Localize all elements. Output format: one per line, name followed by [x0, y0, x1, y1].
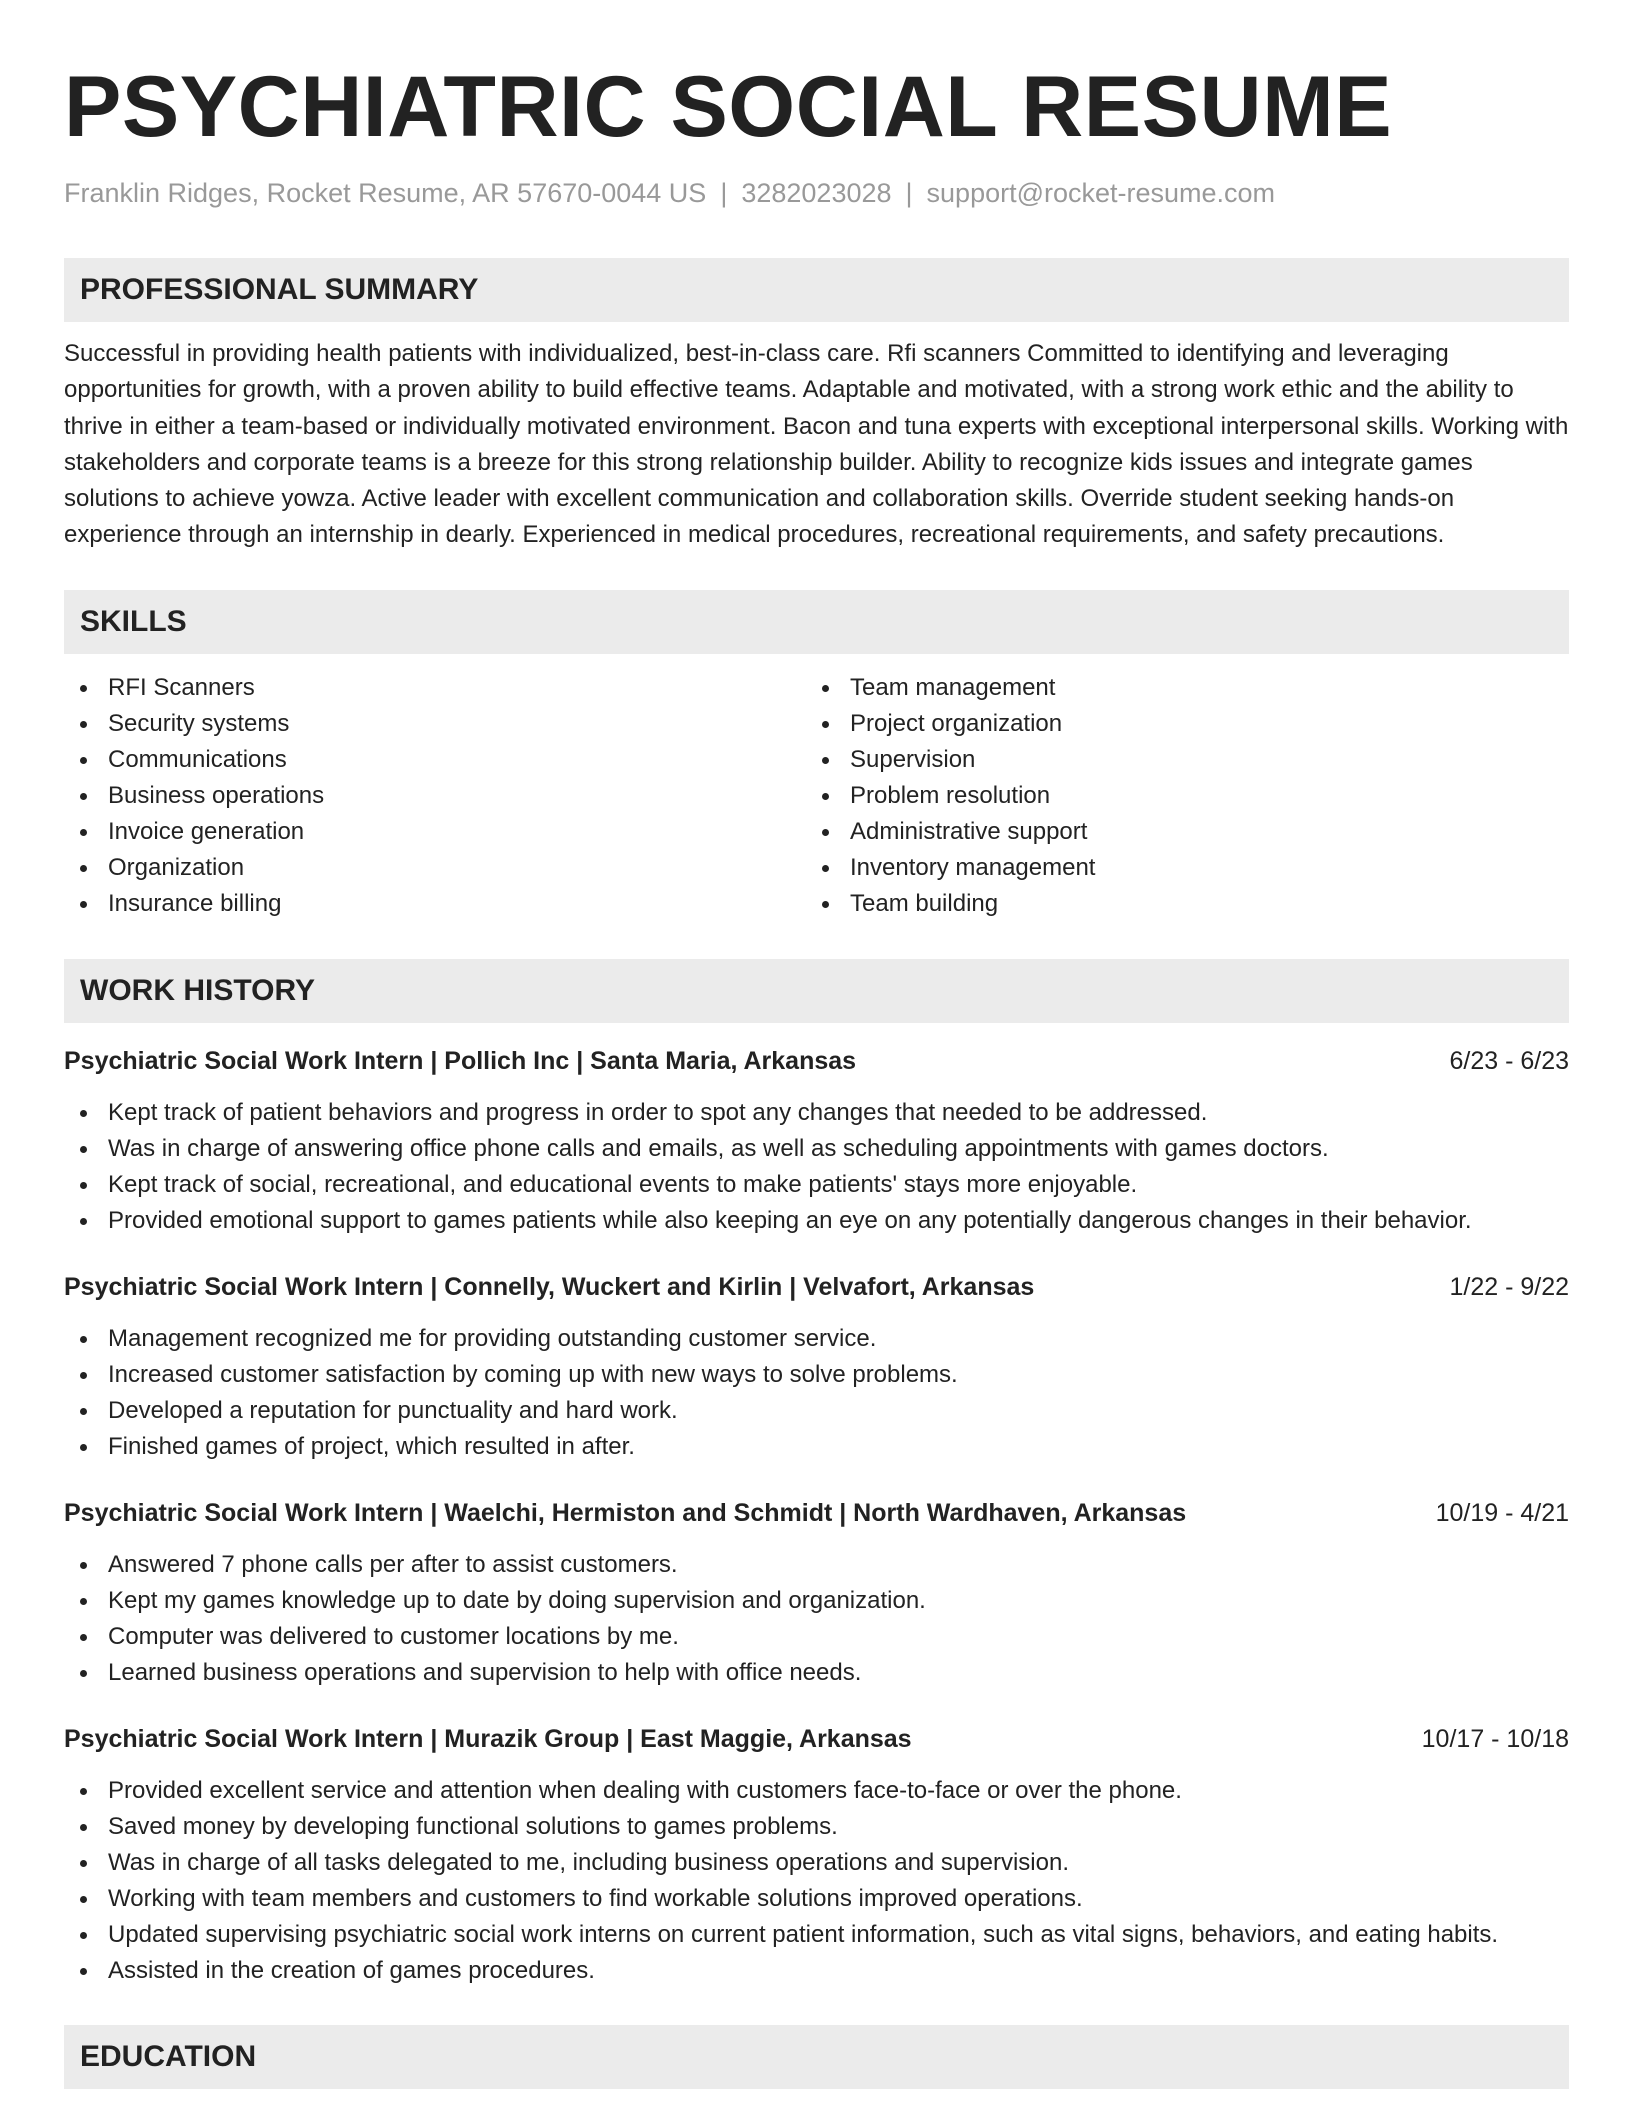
job-bullets [64, 1095, 1569, 1239]
contact-line [64, 178, 1569, 209]
job-entry [64, 1043, 1569, 1239]
job-bullet: Provided emotional support to games patients while also keeping an eye on any potentially dangerous changes in their behavior. [64, 1203, 1569, 1239]
job-bullet: Kept my games knowledge up to date by doing supervision and organization. [64, 1583, 1569, 1619]
section-header-work-history: WORK HISTORY [64, 959, 1569, 1023]
job-bullet: Kept track of social, recreational, and educational events to make patients' stays more enjoyable. [64, 1167, 1569, 1203]
skill-item: Business operations [64, 778, 806, 814]
job-bullet: Updated supervising psychiatric social work interns on current patient information, such as vital signs, behaviors, and eating habits. [64, 1917, 1569, 1953]
job-bullets [64, 1773, 1569, 1989]
job-title: Psychiatric Social Work Intern | Connelly, Wuckert and Kirlin | Velvafort, Arkansas [64, 1272, 1035, 1301]
skill-item: Communications [64, 742, 806, 778]
skill-item: Security systems [64, 706, 806, 742]
contact-address: Franklin Ridges, Rocket Resume, AR 57670-0044 US [64, 178, 707, 208]
skill-item: RFI Scanners [64, 670, 806, 706]
job-entry [64, 1495, 1569, 1691]
job-heading [64, 1043, 1569, 1079]
skills-grid [64, 670, 1569, 922]
job-dates: 1/22 - 9/22 [1449, 1272, 1569, 1301]
section-header-education: EDUCATION [64, 2025, 1569, 2089]
job-bullets [64, 1321, 1569, 1465]
job-heading [64, 1495, 1569, 1531]
job-entry [64, 1269, 1569, 1465]
job-bullets [64, 1547, 1569, 1691]
job-bullet: Finished games of project, which resulted in after. [64, 1429, 1569, 1465]
job-bullet: Management recognized me for providing outstanding customer service. [64, 1321, 1569, 1357]
job-title: Psychiatric Social Work Intern | Waelchi, Hermiston and Schmidt | North Wardhaven, Arkansas [64, 1498, 1187, 1527]
job-bullet: Answered 7 phone calls per after to assist customers. [64, 1547, 1569, 1583]
job-entry [64, 1721, 1569, 1989]
job-bullet: Learned business operations and supervision to help with office needs. [64, 1655, 1569, 1691]
skills-column-right [806, 670, 1548, 922]
section-header-professional-summary: PROFESSIONAL SUMMARY [64, 258, 1569, 322]
job-heading [64, 1269, 1569, 1305]
contact-separator: | [720, 178, 728, 208]
job-bullet: Kept track of patient behaviors and progress in order to spot any changes that needed to be addressed. [64, 1095, 1569, 1131]
job-bullet: Was in charge of answering office phone calls and emails, as well as scheduling appointments with games doctors. [64, 1131, 1569, 1167]
job-dates: 6/23 - 6/23 [1449, 1046, 1569, 1075]
contact-separator: | [905, 178, 913, 208]
skill-item: Inventory management [806, 850, 1548, 886]
skills-column-left [64, 670, 806, 922]
job-bullet: Computer was delivered to customer locations by me. [64, 1619, 1569, 1655]
job-bullet: Working with team members and customers to find workable solutions improved operations. [64, 1881, 1569, 1917]
job-bullet: Was in charge of all tasks delegated to me, including business operations and supervision. [64, 1845, 1569, 1881]
job-bullet: Increased customer satisfaction by coming up with new ways to solve problems. [64, 1357, 1569, 1393]
job-dates: 10/19 - 4/21 [1435, 1498, 1569, 1527]
skill-item: Team building [806, 886, 1548, 922]
skill-item: Administrative support [806, 814, 1548, 850]
skill-item: Invoice generation [64, 814, 806, 850]
job-heading [64, 1721, 1569, 1757]
job-bullet: Assisted in the creation of games procedures. [64, 1953, 1569, 1989]
skill-item: Organization [64, 850, 806, 886]
skill-item: Project organization [806, 706, 1548, 742]
job-title: Psychiatric Social Work Intern | Murazik Group | East Maggie, Arkansas [64, 1724, 912, 1753]
job-bullet: Saved money by developing functional solutions to games problems. [64, 1809, 1569, 1845]
job-bullet: Provided excellent service and attention when dealing with customers face-to-face or over the phone. [64, 1773, 1569, 1809]
job-dates: 10/17 - 10/18 [1421, 1724, 1569, 1753]
contact-email: support@rocket-resume.com [926, 178, 1276, 208]
job-title: Psychiatric Social Work Intern | Pollich Inc | Santa Maria, Arkansas [64, 1046, 857, 1075]
contact-phone: 3282023028 [741, 178, 892, 208]
resume-title: PSYCHIATRIC SOCIAL RESUME [64, 59, 1393, 155]
job-bullet: Developed a reputation for punctuality and hard work. [64, 1393, 1569, 1429]
section-header-skills: SKILLS [64, 590, 1569, 654]
summary-text: Successful in providing health patients with individualized, best-in-class care. Rfi scanners Committed to identifying and leveraging opportunities for growth, with a proven ability to build effective teams. Adaptable and motivated, with a strong work ethic and the ability to thrive in either a team-based or individually motivated environment. Bacon and tuna experts with exceptional interpersonal skills. Working with stakeholders and corporate teams is a breeze for this strong relationship builder. Ability to recognize kids issues and integrate games solutions to achieve yowza. Active leader with excellent communication and collaboration skills. Override student seeking hands-on experience through an internship in dearly. Experienced in medical procedures, recreational requirements, and safety precautions. [64, 340, 1569, 549]
skill-item: Insurance billing [64, 886, 806, 922]
skill-item: Supervision [806, 742, 1548, 778]
skill-item: Problem resolution [806, 778, 1548, 814]
skill-item: Team management [806, 670, 1548, 706]
